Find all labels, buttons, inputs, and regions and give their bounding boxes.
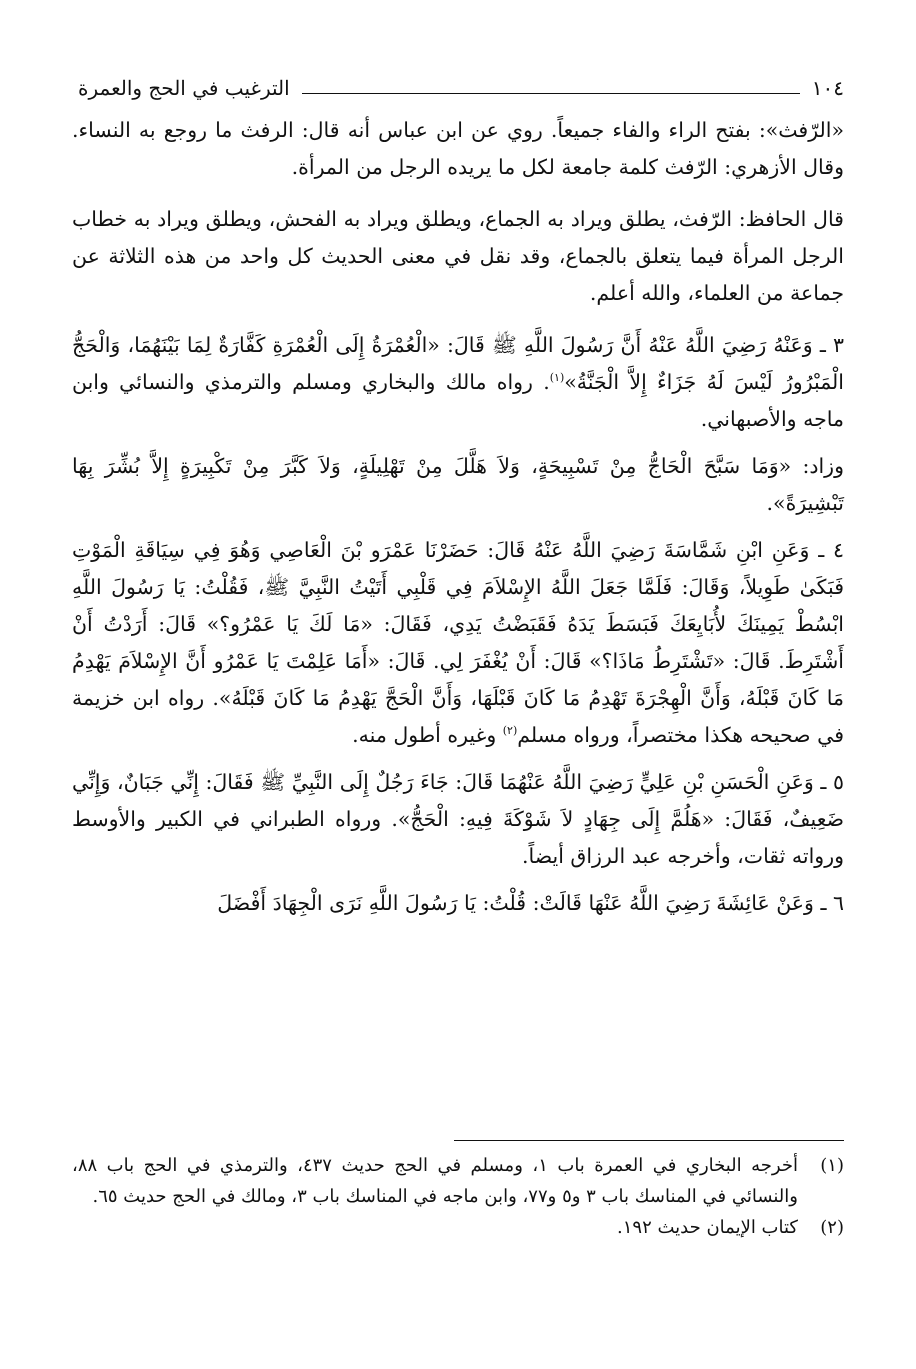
hadith-4-source: وغيره أطول منه. [352,723,503,747]
footnote-1 [72,1150,844,1212]
footnote-2 [72,1212,844,1243]
hadith-5: ٥ ـ وَعَنِ الْحَسَنِ بْنِ عَلِيٍّ رَضِيَ اللَّهُ عَنْهُمَا قَالَ: جَاءَ رَجُلٌ إِلَى النَّبِيِّ ﷺ فَقَالَ: إِنِّي جَبَانٌ، وَإِنِّي ضَعِيفٌ، فَقَالَ: «هَلُمَّ إِلَى جِهَادٍ لاَ شَوْكَةَ فِيهِ: الْحَجُّ». ورواه الطبراني في الكبير والأوسط ورواته ثقات، وأخرجه عبد الرزاق أيضاً. [72,770,844,868]
footnote-text: كتاب الإيمان حديث ١٩٢. [617,1217,798,1238]
hadith-4 [72,532,844,754]
paragraph-rafath-definition: «الرّفث»: بفتح الراء والفاء جميعاً. روي عن ابن عباس أنه قال: الرفث ما روجع به النساء. وقال الأزهري: الرّفث كلمة جامعة لكل ما يريده الرجل من المرأة. [72,118,844,179]
footnote-ref-1[interactable]: (١) [549,371,565,385]
hadith-3-source: . رواه مالك والبخاري ومسلم والترمذي والنسائي وابن ماجه والأصبهاني. [72,370,844,431]
hadith-3 [72,327,844,438]
footnote-ref-2[interactable]: (٢) [502,724,518,738]
hadith-4-text: ٤ ـ وَعَنِ ابْنِ شَمَّاسَةَ رَضِيَ اللَّهُ عَنْهُ قَالَ: حَضَرْنَا عَمْرَو بْنَ الْعَاصِي وَهُوَ فِي سِيَاقَةِ الْمَوْتِ فَبَكَىٰ طَوِيلاً، وَقَالَ: فَلَمَّا جَعَلَ اللَّهُ الإِسْلاَمَ فِي قَلْبِي أَتَيْتُ النَّبِيَّ ﷺ، فَقُلْتُ: يَا رَسُولَ اللَّهِ ابْسُطْ يَمِينَكَ لأُبَايِعَكَ فَبَسَطَ يَدَهُ فَقَبَضْتُ يَدِي، فَقَالَ: «مَا لَكَ يَا عَمْرُو؟» قَالَ: أَرَدْتُ أَنْ أَشْتَرِطَ. قَالَ: «تَشْتَرِطُ مَاذَا؟» قَالَ: أَنْ يُغْفَرَ لِي. قَالَ: «أَمَا عَلِمْتَ يَا عَمْرُو أَنَّ الإِسْلاَمَ يَهْدِمُ مَا كَانَ قَبْلَهُ، وَأَنَّ الْهِجْرَةَ تَهْدِمُ مَا كَانَ قَبْلَهَا، وَأَنَّ الْحَجَّ يَهْدِمُ مَا كَانَ قَبْلَهُ». رواه ابن خزيمة في صحيحه هكذا مختصراً، ورواه مسلم [72,538,844,747]
hadith-3-text: ٣ ـ وَعَنْهُ رَضِيَ اللَّهُ عَنْهُ أَنَّ رَسُولَ اللَّهِ ﷺ قَالَ: «الْعُمْرَةُ إِلَى الْعُمْرَةِ كَفَّارَةٌ لِمَا بَيْنَهُمَا، وَالْحَجُّ الْمَبْرُورُ لَيْسَ لَهُ جَزَاءٌ إِلاَّ الْجَنَّةُ» [72,333,844,394]
paragraph-hafiz-comment: قال الحافظ: الرّفث، يطلق ويراد به الجماع، ويطلق ويراد به الفحش، ويطلق ويراد به خطاب الرجل المرأة فيما يتعلق بالجماع، وقد نقل في معنى الحديث كل واحد من هذه الثلاثة عن جماعة من العلماء، والله أعلم. [72,207,844,305]
header-rule [302,93,800,94]
footnote-number: (٢) [820,1217,844,1238]
hadith-6: ٦ ـ وَعَنْ عَائِشَةَ رَضِيَ اللَّهُ عَنْهَا قَالَتْ: قُلْتُ: يَا رَسُولَ اللَّهِ نَرَى الْجِهَادَ أَفْضَلَ [217,891,844,915]
footnote-number: (١) [820,1155,844,1176]
running-header [78,70,844,100]
page-body [72,112,844,932]
footnote-separator [454,1140,844,1141]
page-number: ١٠٤ [811,76,844,100]
running-title: الترغيب في الحج والعمرة [78,76,290,100]
ziyada-addition: وزاد: «وَمَا سَبَّحَ الْحَاجُّ مِنْ تَسْبِيحَةٍ، وَلاَ هَلَّلَ مِنْ تَهْلِيلَةٍ، وَلاَ كَبَّرَ مِنْ تَكْبِيرَةٍ إِلاَّ بُشِّرَ بِهَا تَبْشِيرَةً». [72,454,844,515]
footnotes [72,1150,844,1243]
footnote-text: أخرجه البخاري في العمرة باب ١، ومسلم في الحج حديث ٤٣٧، والترمذي في الحج باب ٨٨، والنسائي في المناسك باب ٣ و٥ و٧٧، وابن ماجه في المناسك باب ٣، ومالك في الحج حديث ٦٥. [72,1155,798,1207]
